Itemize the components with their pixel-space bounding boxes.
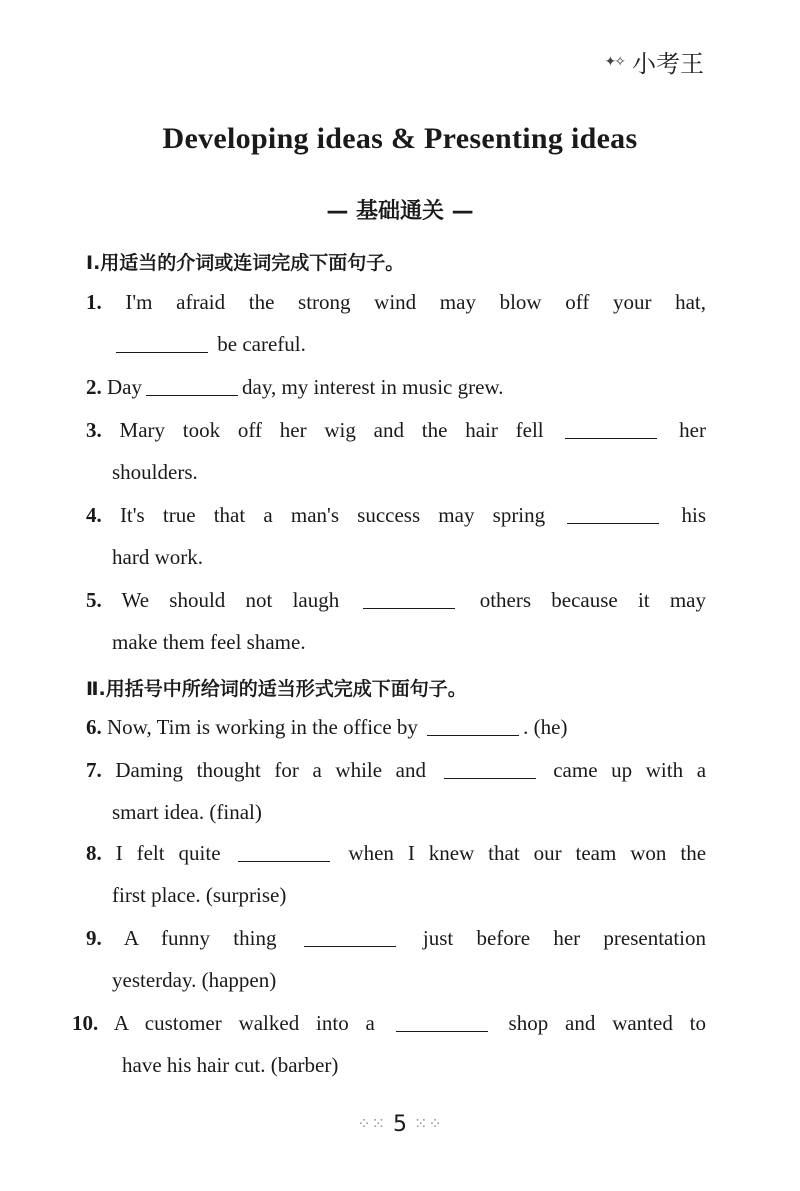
question-text: others because it may: [479, 588, 707, 612]
question-text: shoulders.: [112, 460, 198, 484]
question-line: [86, 832, 706, 874]
answer-blank[interactable]: [363, 588, 455, 609]
question-number: 2.: [86, 375, 102, 399]
question-line: [86, 366, 706, 408]
question-number: 3.: [86, 418, 102, 442]
question-text: came up with a: [553, 758, 707, 782]
question-text: just before her presentation: [422, 926, 707, 950]
question-text: Now, Tim is working in the office by: [107, 715, 418, 739]
question-text: We should not laugh: [121, 588, 340, 612]
question-text: Day: [107, 375, 142, 399]
page-footer: [0, 1112, 800, 1137]
question-text: A funny thing: [123, 926, 277, 950]
question-3: [86, 409, 706, 493]
section-heading: — 基础通关 —: [326, 199, 474, 224]
question-line: [86, 706, 706, 748]
question-line: [86, 494, 706, 536]
question-number: 1.: [86, 290, 102, 314]
part-1-heading: Ⅰ.用适当的介词或连词完成下面句子。: [86, 252, 405, 274]
question-5: [86, 579, 706, 663]
dots-ornament-icon: ⁙⁘: [414, 1114, 443, 1133]
question-10: [72, 1002, 706, 1086]
question-number: 5.: [86, 588, 102, 612]
answer-blank[interactable]: [146, 375, 238, 396]
question-line: [86, 409, 706, 451]
answer-blank[interactable]: [396, 1011, 488, 1032]
question-text: It's true that a man's success may spring: [119, 503, 546, 527]
page-number: 5: [393, 1112, 407, 1137]
answer-blank[interactable]: [444, 758, 536, 779]
question-2: [86, 366, 706, 408]
question-line: [86, 281, 706, 323]
brand-logo: [605, 44, 704, 79]
answer-blank[interactable]: [238, 841, 330, 862]
question-line: [72, 1002, 706, 1044]
question-text: be careful.: [217, 332, 306, 356]
answer-blank[interactable]: [116, 332, 208, 353]
question-text: I'm afraid the strong wind may blow off your hat,: [125, 290, 707, 314]
question-1: [86, 281, 706, 365]
question-text: first place. (surprise): [112, 883, 287, 907]
question-line: [86, 917, 706, 959]
question-number: 4.: [86, 503, 102, 527]
part-2-heading: Ⅱ.用括号中所给词的适当形式完成下面句子。: [86, 678, 467, 700]
question-9: [86, 917, 706, 1001]
question-number: 7.: [86, 758, 102, 782]
question-line: [86, 323, 706, 365]
sparkle-icon: ✦✧: [604, 53, 624, 70]
question-line: [86, 579, 706, 621]
question-text: Mary took off her wig and the hair fell: [119, 418, 544, 442]
question-text: shop and wanted to: [508, 1011, 707, 1035]
question-number: 9.: [86, 926, 102, 950]
question-7: [86, 749, 706, 833]
question-text: when I knew that our team won the: [348, 841, 707, 865]
question-number: 6.: [86, 715, 102, 739]
question-text: day, my interest in music grew.: [242, 375, 504, 399]
question-text: A customer walked into a: [113, 1011, 375, 1035]
answer-blank[interactable]: [567, 503, 659, 524]
page-title: Developing ideas & Presenting ideas: [162, 122, 638, 155]
answer-blank[interactable]: [304, 926, 396, 947]
question-line: [86, 749, 706, 791]
question-text: smart idea. (final): [112, 800, 262, 824]
question-6: [86, 706, 706, 748]
question-text: his: [681, 503, 707, 527]
question-text: . (he): [523, 715, 568, 739]
answer-blank[interactable]: [427, 715, 519, 736]
question-text: I felt quite: [115, 841, 221, 865]
question-text: Daming thought for a while and: [115, 758, 427, 782]
question-text: have his hair cut. (barber): [122, 1053, 339, 1077]
question-text: her: [679, 418, 706, 442]
question-number: 10.: [72, 1011, 99, 1035]
question-text: make them feel shame.: [112, 630, 306, 654]
question-text: hard work.: [112, 545, 203, 569]
question-8: [86, 832, 706, 916]
dots-ornament-icon: ⁘⁙: [357, 1114, 386, 1133]
question-4: [86, 494, 706, 578]
question-text: yesterday. (happen): [112, 968, 277, 992]
question-number: 8.: [86, 841, 102, 865]
brand-text: 小考王: [632, 50, 704, 78]
answer-blank[interactable]: [565, 418, 657, 439]
